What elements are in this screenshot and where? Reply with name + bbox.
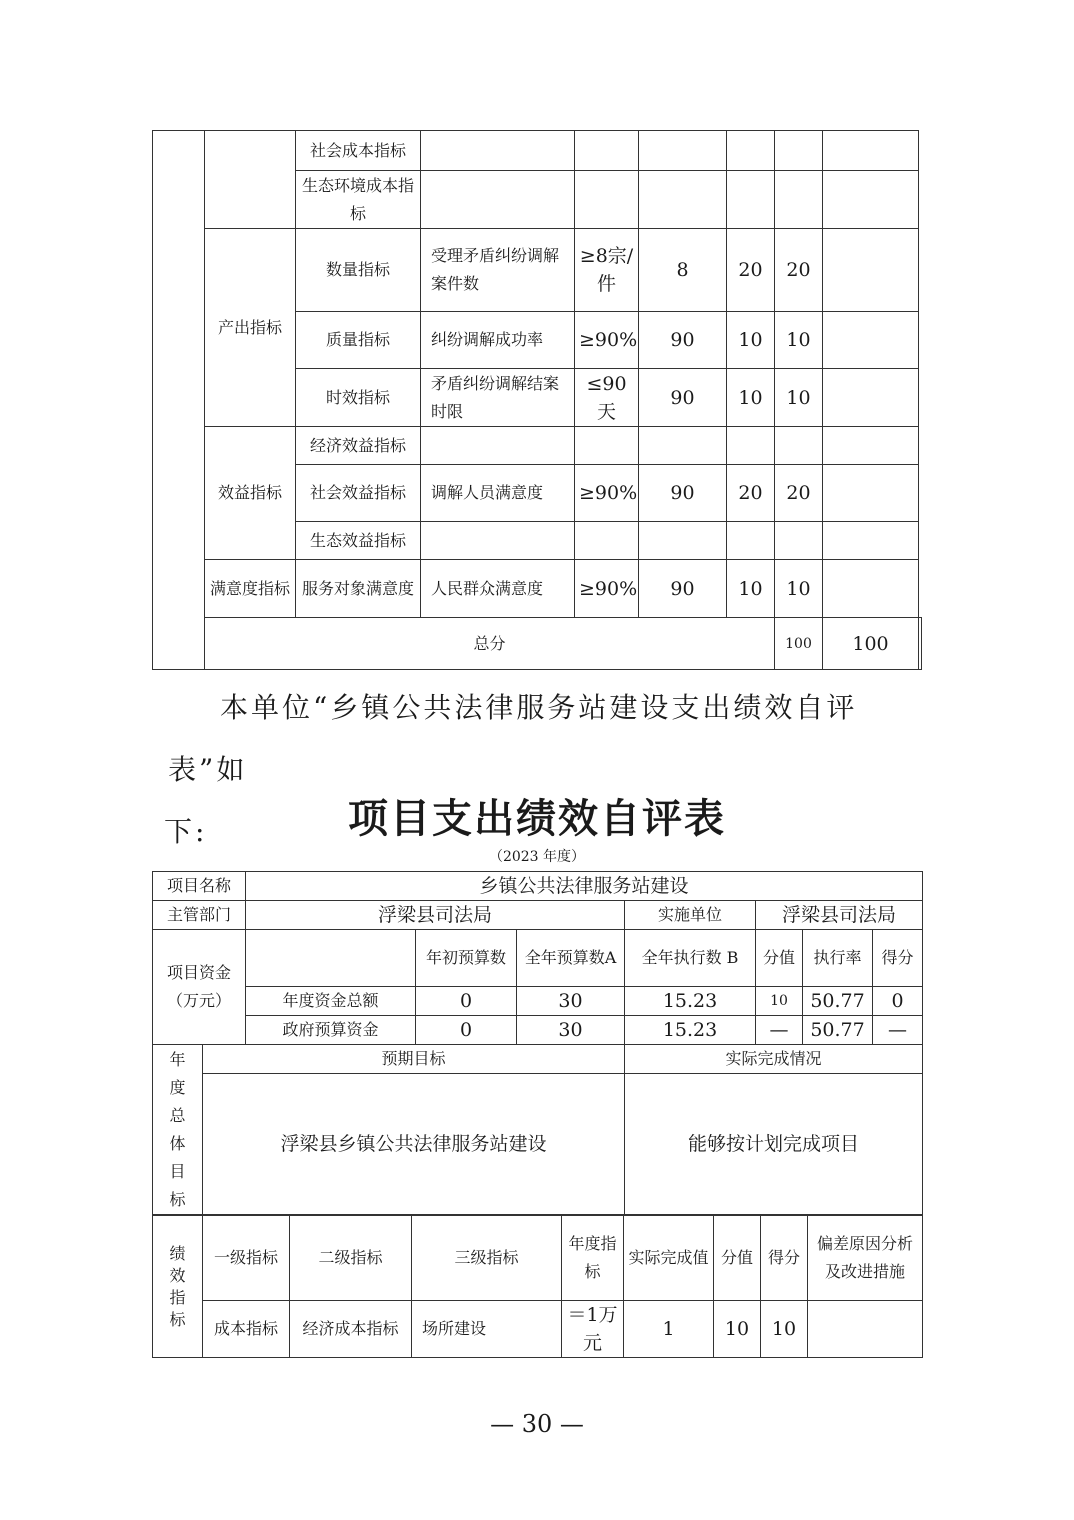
total-full: 30	[517, 987, 625, 1016]
gov-score: —	[756, 1016, 803, 1045]
social-benefit-label: 社会效益指标	[296, 465, 421, 522]
header-score: 分值	[756, 930, 803, 987]
gov-full: 30	[517, 1016, 625, 1045]
header-init-budget: 年初预算数	[416, 930, 517, 987]
deviation-value	[808, 1301, 923, 1358]
impl-label: 实施单位	[625, 901, 756, 930]
indicator-table-continued	[152, 130, 922, 670]
blank-cost-cell	[205, 131, 296, 229]
output-indicator-label: 产出指标	[205, 229, 296, 427]
performance-side-label: 绩效指标	[153, 1216, 203, 1358]
dept-value: 浮梁县司法局	[246, 901, 625, 930]
gov-rate: 50.77	[803, 1016, 873, 1045]
social-benefit-score: 20	[727, 465, 775, 522]
time-got: 10	[775, 369, 823, 427]
time-actual: 90	[639, 369, 727, 427]
got-value: 10	[761, 1301, 808, 1358]
annual-target-header: 年度指标	[562, 1216, 624, 1301]
quantity-score: 20	[727, 229, 775, 312]
impl-value: 浮梁县司法局	[756, 901, 923, 930]
total-exec: 15.23	[625, 987, 756, 1016]
quality-got: 10	[775, 312, 823, 369]
actual-result-header: 实际完成情况	[625, 1045, 923, 1074]
form-title: 项目支出绩效自评表	[348, 796, 726, 842]
actual-result: 能够按计划完成项目	[625, 1074, 923, 1215]
quantity-got: 20	[775, 229, 823, 312]
time-score: 10	[727, 369, 775, 427]
header-got: 得分	[873, 930, 923, 987]
service-satisfaction-score: 10	[727, 560, 775, 618]
gov-exec: 15.23	[625, 1016, 756, 1045]
social-benefit-item: 调解人员满意度	[421, 465, 575, 522]
eco-benefit-label: 生态效益指标	[296, 522, 421, 560]
social-benefit-actual: 90	[639, 465, 727, 522]
gov-got: —	[873, 1016, 923, 1045]
quality-label: 质量指标	[296, 312, 421, 369]
blank-side-cell	[153, 131, 205, 670]
quantity-actual: 8	[639, 229, 727, 312]
quantity-item: 受理矛盾纠纷调解案件数	[421, 229, 575, 312]
header-full-budget: 全年预算数A	[517, 930, 625, 987]
performance-indicator-table	[152, 1215, 923, 1358]
project-info-table	[152, 871, 923, 1215]
quantity-label: 数量指标	[296, 229, 421, 312]
level1-header: 一级指标	[203, 1216, 290, 1301]
level3-header: 三级指标	[412, 1216, 562, 1301]
expected-goal-header: 预期目标	[203, 1045, 625, 1074]
project-name: 乡镇公共法律服务站建设	[246, 872, 923, 901]
header-rate: 执行率	[803, 930, 873, 987]
quality-actual: 90	[639, 312, 727, 369]
actual-value: 1	[624, 1301, 714, 1358]
total-rate: 50.77	[803, 987, 873, 1016]
dept-label: 主管部门	[153, 901, 246, 930]
intro-line-2: 下:	[164, 815, 208, 848]
gov-fund-label: 政府预算资金	[246, 1016, 416, 1045]
quality-score: 10	[727, 312, 775, 369]
total-got-value: 0	[873, 987, 923, 1016]
intro-line-1: 本单位“乡镇公共法律服务站建设支出绩效自评表”如	[168, 691, 858, 786]
expected-goal: 浮梁县乡镇公共法律服务站建设	[203, 1074, 625, 1215]
total-init: 0	[416, 987, 517, 1016]
score-header: 分值	[714, 1216, 761, 1301]
service-satisfaction-target: ≥90%	[575, 560, 639, 618]
total-fund-label: 年度资金总额	[246, 987, 416, 1016]
eco-cost-label: 生态环境成本指标	[296, 171, 421, 229]
satisfaction-indicator-label: 满意度指标	[205, 560, 296, 618]
time-item: 矛盾纠纷调解结案时限	[421, 369, 575, 427]
total-label: 总分	[205, 618, 775, 670]
social-benefit-target: ≥90%	[575, 465, 639, 522]
time-target: ≤90天	[575, 369, 639, 427]
service-satisfaction-item: 人民群众满意度	[421, 560, 575, 618]
service-satisfaction-got: 10	[775, 560, 823, 618]
time-label: 时效指标	[296, 369, 421, 427]
total-score: 100	[775, 618, 823, 670]
gov-init: 0	[416, 1016, 517, 1045]
header-exec: 全年执行数 B	[625, 930, 756, 987]
fund-label: 项目资金 （万元）	[153, 930, 246, 1045]
site-construction: 场所建设	[412, 1301, 562, 1358]
form-year: （2023 年度）	[488, 849, 586, 865]
quantity-target: ≥8宗/件	[575, 229, 639, 312]
social-cost-label: 社会成本指标	[296, 131, 421, 171]
actual-value-header: 实际完成值	[624, 1216, 714, 1301]
level2-header: 二级指标	[290, 1216, 412, 1301]
page-number: — 30 —	[490, 1410, 584, 1438]
service-satisfaction-label: 服务对象满意度	[296, 560, 421, 618]
total-score-value: 10	[756, 987, 803, 1016]
annual-goal-side-label: 年度总体目标	[153, 1045, 203, 1215]
project-name-label: 项目名称	[153, 872, 246, 901]
score-value: 10	[714, 1301, 761, 1358]
econ-cost-indicator: 经济成本指标	[290, 1301, 412, 1358]
service-satisfaction-actual: 90	[639, 560, 727, 618]
cost-indicator: 成本指标	[203, 1301, 290, 1358]
quality-item: 纠纷调解成功率	[421, 312, 575, 369]
deviation-header: 偏差原因分析及改进措施	[808, 1216, 923, 1301]
benefit-indicator-label: 效益指标	[205, 427, 296, 560]
annual-target: ＝1万元	[562, 1301, 624, 1358]
quality-target: ≥90%	[575, 312, 639, 369]
econ-benefit-label: 经济效益指标	[296, 427, 421, 465]
total-got: 100	[823, 618, 919, 670]
social-benefit-got: 20	[775, 465, 823, 522]
got-header: 得分	[761, 1216, 808, 1301]
